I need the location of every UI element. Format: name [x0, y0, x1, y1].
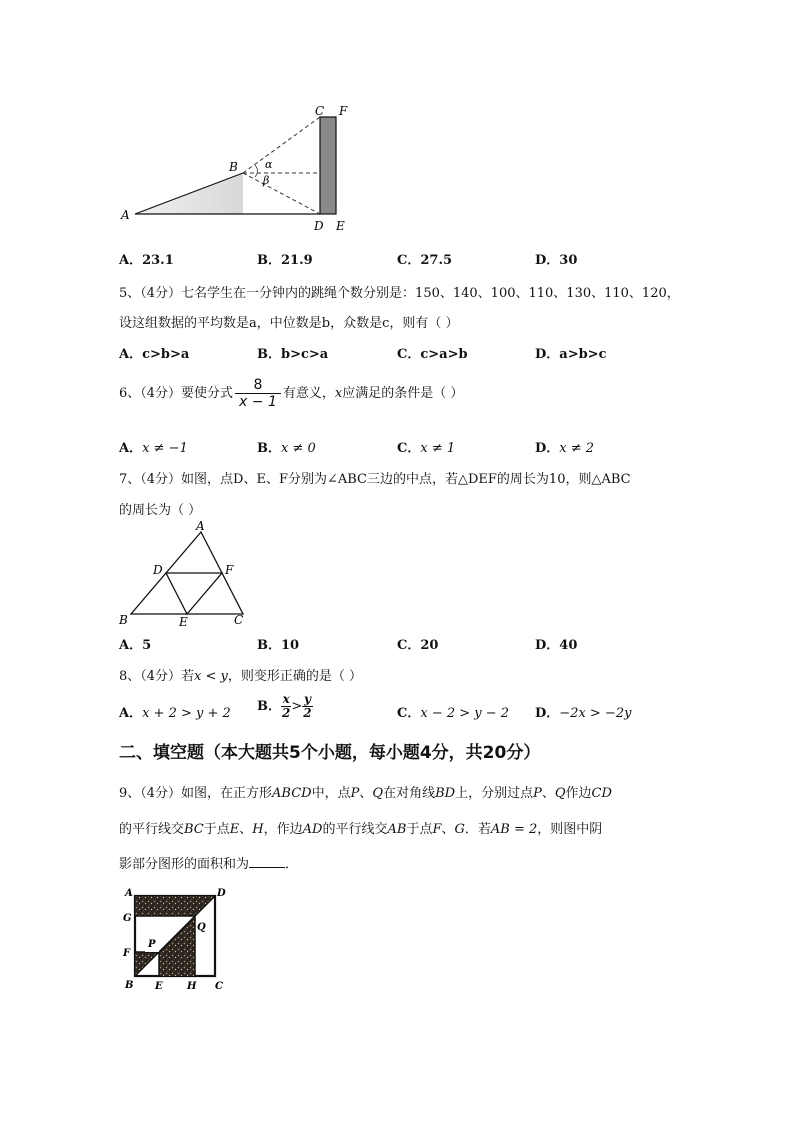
q5-option-b[interactable]: B．b>c>a: [257, 347, 329, 362]
q9-text: 影部分图形的面积和为: [119, 857, 250, 872]
q9-text: 于点: [406, 822, 433, 837]
q4-option-d[interactable]: D．30: [535, 253, 578, 268]
q9-math: E: [229, 822, 240, 837]
q9-line-3: [119, 853, 298, 872]
q8-stem: [119, 665, 362, 684]
q8-condition: x < y: [194, 669, 228, 684]
q8-option-a-math: x + 2 > y + 2: [142, 706, 231, 721]
q7-line-1: 7、（4分）如图，点D、E、F分别为∠ABC三边的中点，若△DEF的周长为10，则△ABC: [119, 472, 631, 487]
dashed-BC: [243, 117, 320, 173]
q9-text: 在对角线: [383, 786, 436, 801]
building-CDEF: [320, 117, 336, 214]
q9-math: Q: [554, 786, 566, 801]
q9-math: Q: [372, 786, 384, 801]
q9-text: 的平行线交: [322, 822, 388, 837]
label-F: F: [123, 948, 131, 959]
q6-option-a[interactable]: [119, 437, 188, 456]
q8-option-d[interactable]: [535, 702, 631, 721]
label-A: A: [196, 519, 205, 533]
dashed-BD: [243, 173, 320, 214]
q7-option-d[interactable]: D．40: [535, 638, 578, 653]
q8-b-left-num: x: [282, 692, 290, 706]
q5-option-d[interactable]: D．a>b>c: [535, 347, 607, 362]
q9-text: 作边: [565, 786, 592, 801]
triangle-DEF: [166, 573, 222, 614]
label-F: F: [339, 104, 348, 118]
figure-square-diagonal: [117, 882, 235, 994]
figure-building-angle: [115, 103, 365, 238]
label-G: G: [123, 913, 132, 924]
q8-option-d-math: −2x > −2y: [559, 706, 632, 721]
label-B: B: [125, 980, 134, 991]
q6-option-c-math: x ≠ 1: [420, 441, 456, 456]
label-E: E: [179, 615, 188, 629]
label-E: E: [155, 981, 163, 992]
q9-math: G: [454, 822, 465, 837]
q6-option-d-letter: D．: [535, 441, 560, 456]
q8-option-b-right-fraction: [302, 693, 312, 720]
q6-option-b[interactable]: [257, 437, 316, 456]
q9-math: H: [252, 822, 264, 837]
q6-option-a-letter: A．: [119, 441, 143, 456]
q9-line-2: [119, 818, 602, 837]
q9-text: 中，点: [311, 786, 351, 801]
q9-text: 、: [359, 786, 373, 801]
q6-option-b-math: x ≠ 0: [281, 441, 316, 456]
q6-fraction-numerator: 8: [253, 377, 263, 393]
q6-option-b-letter: B．: [257, 441, 281, 456]
label-beta: β: [263, 174, 270, 187]
label-C: C: [315, 104, 325, 118]
q4-option-c[interactable]: C．27.5: [397, 253, 453, 268]
figure-midpoint-triangle: [115, 518, 255, 630]
label-alpha: α: [265, 158, 273, 171]
label-B: B: [119, 613, 128, 627]
label-C: C: [215, 981, 223, 992]
q8-prefix: 8、（4分）若: [119, 669, 195, 684]
q9-math: ABCD: [272, 786, 312, 801]
q5-line-2: 设这组数据的平均数是a，中位数是b，众数是c，则有（ ）: [119, 316, 459, 331]
q8-suffix: ，则变形正确的是（ ）: [227, 669, 363, 684]
label-H: H: [187, 981, 197, 992]
q8-option-d-letter: D．: [535, 706, 560, 721]
q9-text: 上，分别过点: [455, 786, 534, 801]
q9-text: ．若: [464, 822, 491, 837]
q4-option-a[interactable]: A．23.1: [119, 253, 174, 268]
q9-math: P: [533, 786, 542, 801]
q9-text: ，则图中阴: [537, 822, 603, 837]
q6-option-a-math: x ≠ −1: [142, 441, 188, 456]
q9-math: AB = 2: [490, 822, 538, 837]
q9-text: 、: [239, 822, 253, 837]
q9-math: AD: [302, 822, 323, 837]
q6-option-d[interactable]: [535, 437, 594, 456]
q9-math: P: [350, 786, 360, 801]
q7-line-2: 的周长为（ ）: [119, 503, 202, 518]
q6-stem: [119, 377, 463, 410]
q6-option-c[interactable]: [397, 437, 455, 456]
q8-option-a[interactable]: [119, 702, 231, 721]
q6-fraction-denominator: x − 1: [235, 393, 281, 410]
section-title-fill-in: 二、填空题（本大题共5个小题，每小题4分，共20分）: [119, 743, 541, 763]
q8-option-a-letter: A．: [119, 706, 143, 721]
label-B: B: [229, 160, 238, 174]
q9-text: ．: [285, 857, 299, 872]
q6-option-d-math: x ≠ 2: [559, 441, 595, 456]
label-D: D: [217, 888, 226, 899]
q8-b-right-num: y: [303, 692, 311, 706]
q9-math: F: [432, 822, 442, 837]
q7-option-a[interactable]: A．5: [119, 638, 152, 653]
q8-option-c[interactable]: [397, 702, 509, 721]
label-E: E: [336, 219, 345, 233]
q5-line-1: 5、（4分）七名学生在一分钟内的跳绳个数分别是：150、140、100、110、130、110、120，: [119, 286, 680, 301]
q9-math: BC: [184, 822, 204, 837]
label-A: A: [125, 888, 133, 899]
answer-blank[interactable]: [249, 855, 285, 868]
q8-option-b-left-fraction: [281, 693, 291, 720]
q9-text: ，作边: [263, 822, 303, 837]
q8-option-b[interactable]: [257, 693, 313, 720]
label-C: C: [234, 613, 244, 627]
q6-suffix-2: 应满足的条件是（ ）: [342, 386, 464, 401]
label-D: D: [314, 219, 324, 233]
q4-option-b[interactable]: B．21.9: [257, 253, 313, 268]
q9-text: 9、（4分）如图，在正方形: [119, 786, 273, 801]
q9-math: AB: [387, 822, 407, 837]
q5-option-a[interactable]: A．c>b>a: [119, 347, 190, 362]
label-A: A: [121, 208, 130, 222]
q8-b-left-den: 2: [282, 706, 291, 720]
q9-text: 于点: [203, 822, 230, 837]
q9-text: 的平行线交: [119, 822, 185, 837]
label-P: P: [148, 939, 156, 950]
q9-line-1: [119, 782, 612, 801]
q8-b-right-den: 2: [303, 706, 312, 720]
q6-fraction: [235, 377, 281, 410]
label-F: F: [225, 563, 234, 577]
q9-text: 、: [541, 786, 555, 801]
q6-prefix: 6、（4分）要使分式: [119, 386, 234, 401]
q8-b-operator: >: [291, 699, 303, 714]
q5-option-c[interactable]: C．c>a>b: [397, 347, 468, 362]
q6-variable: x: [334, 386, 343, 401]
q9-math: BD: [435, 786, 456, 801]
label-D: D: [153, 563, 163, 577]
q6-suffix-1: 有意义，: [282, 386, 335, 401]
q9-math: CD: [591, 786, 612, 801]
q7-option-c[interactable]: C．20: [397, 638, 439, 653]
label-Q: Q: [197, 922, 206, 933]
q8-option-c-math: x − 2 > y − 2: [420, 706, 510, 721]
q6-option-c-letter: C．: [397, 441, 421, 456]
q8-option-c-letter: C．: [397, 706, 421, 721]
q7-option-b[interactable]: B．10: [257, 638, 300, 653]
q9-text: 、: [441, 822, 455, 837]
q8-option-b-letter: B．: [257, 699, 281, 714]
